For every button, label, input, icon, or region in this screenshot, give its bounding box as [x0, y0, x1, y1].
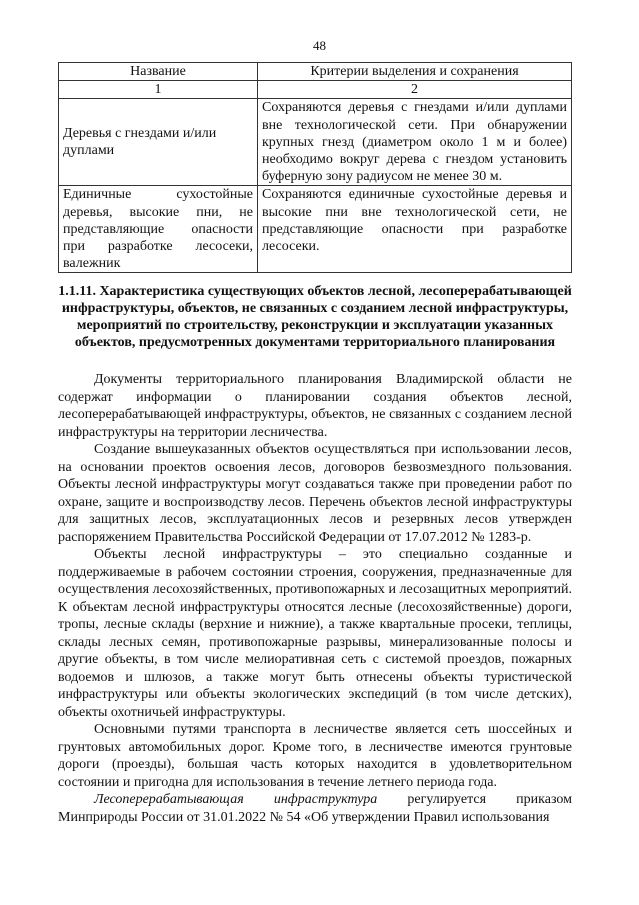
table-cell-name: Деревья с гнездами и/или дуплами — [59, 99, 258, 186]
table-number-cell: 2 — [258, 81, 572, 99]
section-heading: 1.1.11. Характеристика существующих объектов лесной, лесоперерабатывающей инфраструктуры, объектов, не связанных с созданием лесной инфраструктуры, мероприятий по строительству, реконструкции и эксплуатации указанных объектов, предусмотренных документами территориального планирования — [58, 284, 572, 350]
table-header-cell: Критерии выделения и сохранения — [258, 63, 572, 81]
table-number-cell: 1 — [59, 81, 258, 99]
table-row — [59, 99, 572, 186]
paragraph: Документы территориального планирования Владимирской области не содержат информации о планировании создания объектов лесной, лесоперерабатывающей инфраструктуры, объектов, не связанных с созданием лесной инфраструктуры на территории лесничества. — [58, 372, 572, 440]
paragraph — [58, 791, 572, 826]
page-number: 48 — [313, 38, 326, 53]
paragraph: Создание вышеуказанных объектов осуществляться при использовании лесов, на основании проектов освоения лесов, договоров безвозмездного пользования. Объекты лесной инфраструктуры могут создаваться также при проведении работ по охране, защите и воспроизводству лесов. Перечень объектов лесной инфраструктуры для защитных лесов, эксплуатационных лесов и резервных лесов утвержден распоряжением Правительства Российской Федерации от 17.07.2012 № 1283-р. — [58, 442, 572, 545]
body-text — [58, 371, 572, 826]
table-number-row — [59, 81, 572, 99]
table-cell-name: Единичные сухостойные деревья, высокие пни, не представляющие опасности при разработке лесосеки, валежник — [59, 186, 258, 273]
table-header-row — [59, 63, 572, 81]
paragraph: Объекты лесной инфраструктуры – это специально созданные и поддерживаемые в рабочем состоянии строения, сооружения, предназначенные для осуществления лесохозяйственных, противопожарных и лесозащитных мероприятий. К объектам лесной инфраструктуры относятся лесные (лесохозяйственные) дороги, тропы, лесные склады (верхние и нижние), а также квартальные просеки, теплицы, склады лесных семян, противопожарные разрывы, минерализованные полосы и другие объекты, в том числе мелиоративная сеть с системой проездов, пожарных водоемов и шлюзов, а также могут быть отнесены объекты туристической инфраструктуры или объекты экологических экспедиций (в том числе детских), объекты охотничьей инфраструктуры. — [58, 547, 572, 720]
table-cell-criteria: Сохраняются деревья с гнездами и/или дуплами вне технологической сети. При обнаружении крупных гнезд (диаметром около 1 м и более) необходимо вокруг дерева с гнездом установить буферную зону радиусом не менее 30 м. — [258, 99, 572, 186]
table-header-cell: Название — [59, 63, 258, 81]
paragraph-text: регулируется приказом Минприроды России от 31.01.2022 № 54 «Об утверждении Правил использования — [58, 792, 573, 825]
paragraph: Основными путями транспорта в лесничестве является сеть шоссейных и грунтовых автомобильных дорог. Кроме того, в лесничестве имеются грунтовые дороги (проезды), большая часть которых находится в удовлетворительном состоянии и пригодна для использования в течение летнего периода года. — [58, 722, 572, 790]
table-cell-criteria: Сохраняются единичные сухостойные деревья и высокие пни вне технологической сети, не представляющие опасности при разработке лесосеки. — [258, 186, 572, 273]
table-row — [59, 186, 572, 273]
criteria-table — [58, 62, 572, 273]
italic-term: Лесоперерабатывающая инфраструктура — [94, 792, 378, 807]
